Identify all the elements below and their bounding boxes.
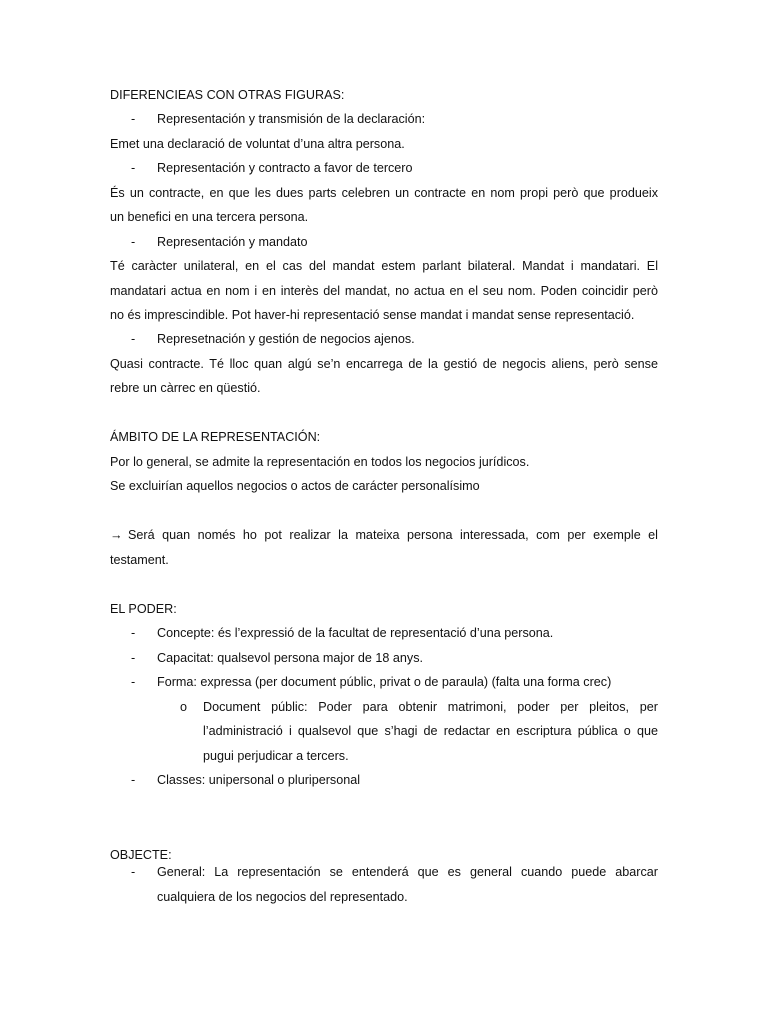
bullet-dash: - — [131, 675, 136, 689]
list-item: Capacitat: qualsevol persona major de 18 anys. — [157, 651, 424, 665]
paragraph-line: Por lo general, se admite la representación en todos los negocios jurídicos. — [110, 455, 530, 469]
paragraph-line: Se excluirían aquellos negocios o actos de carácter personalísimo — [110, 479, 480, 493]
list-item: Classes: unipersonal o pluripersonal — [157, 773, 361, 787]
sub-list-item: l’administració i qualsevol que s’hagi de redactar en escriptura pública o que — [203, 724, 658, 738]
bullet-dash: - — [131, 112, 136, 126]
section-heading-poder: EL PODER: — [110, 602, 177, 616]
section-heading-diferencias: DIFERENCIEAS CON OTRAS FIGURAS: — [110, 88, 345, 102]
paragraph-line: un benefici en una tercera persona. — [110, 210, 309, 224]
sub-list-item: Document públic: Poder para obtenir matrimoni, poder per pleitos, per — [203, 700, 658, 714]
bullet-dash: - — [131, 161, 136, 175]
bullet-dash: - — [131, 626, 136, 640]
paragraph-line: testament. — [110, 553, 169, 567]
list-item: cualquiera de los negocios del representado. — [157, 890, 408, 904]
list-item: General: La representación se entenderá que es general cuando puede abarcar — [157, 865, 658, 879]
bullet-circle: o — [180, 700, 188, 714]
paragraph-line: Emet una declaració de voluntat d’una altra persona. — [110, 137, 405, 151]
list-item: Concepte: és l’expressió de la facultat de representació d’una persona. — [157, 626, 554, 640]
bullet-dash: - — [131, 651, 136, 665]
list-item: Representación y transmisión de la declaración: — [157, 112, 426, 126]
list-item: Represetnación y gestión de negocios ajenos. — [157, 332, 415, 346]
bullet-dash: - — [131, 773, 136, 787]
paragraph-line: És un contracte, en que les dues parts celebren un contracte en nom propi però que produeix — [110, 186, 658, 200]
paragraph-line: mandatari actua en nom i en interès del mandat, no actua en el seu nom. Poden coincidir però — [110, 284, 658, 298]
bullet-dash: - — [131, 332, 136, 346]
paragraph-line: no és imprescindible. Pot haver-hi representació sense mandat i mandat sense representació. — [110, 308, 635, 322]
list-item: Forma: expressa (per document públic, privat o de paraula) (falta una forma crec) — [157, 675, 612, 689]
paragraph-line: Será quan només ho pot realizar la mateixa persona interessada, com per exemple el — [128, 528, 658, 542]
list-item: Representación y contracto a favor de tercero — [157, 161, 413, 175]
paragraph-line: Quasi contracte. Té lloc quan algú se’n encarrega de la gestió de negocis aliens, però sense — [110, 357, 658, 371]
section-heading-objecte: OBJECTE: — [110, 848, 172, 862]
paragraph-line: Té caràcter unilateral, en el cas del mandat estem parlant bilateral. Mandat i mandatari. El — [110, 259, 658, 273]
arrow-icon: → — [110, 528, 123, 542]
sub-list-item: pugui perjudicar a tercers. — [203, 749, 349, 763]
bullet-dash: - — [131, 865, 136, 879]
list-item: Representación y mandato — [157, 235, 308, 249]
paragraph-line: rebre un càrrec en qüestió. — [110, 381, 261, 395]
section-heading-ambito: ÁMBITO DE LA REPRESENTACIÓN: — [110, 430, 321, 444]
bullet-dash: - — [131, 235, 136, 249]
